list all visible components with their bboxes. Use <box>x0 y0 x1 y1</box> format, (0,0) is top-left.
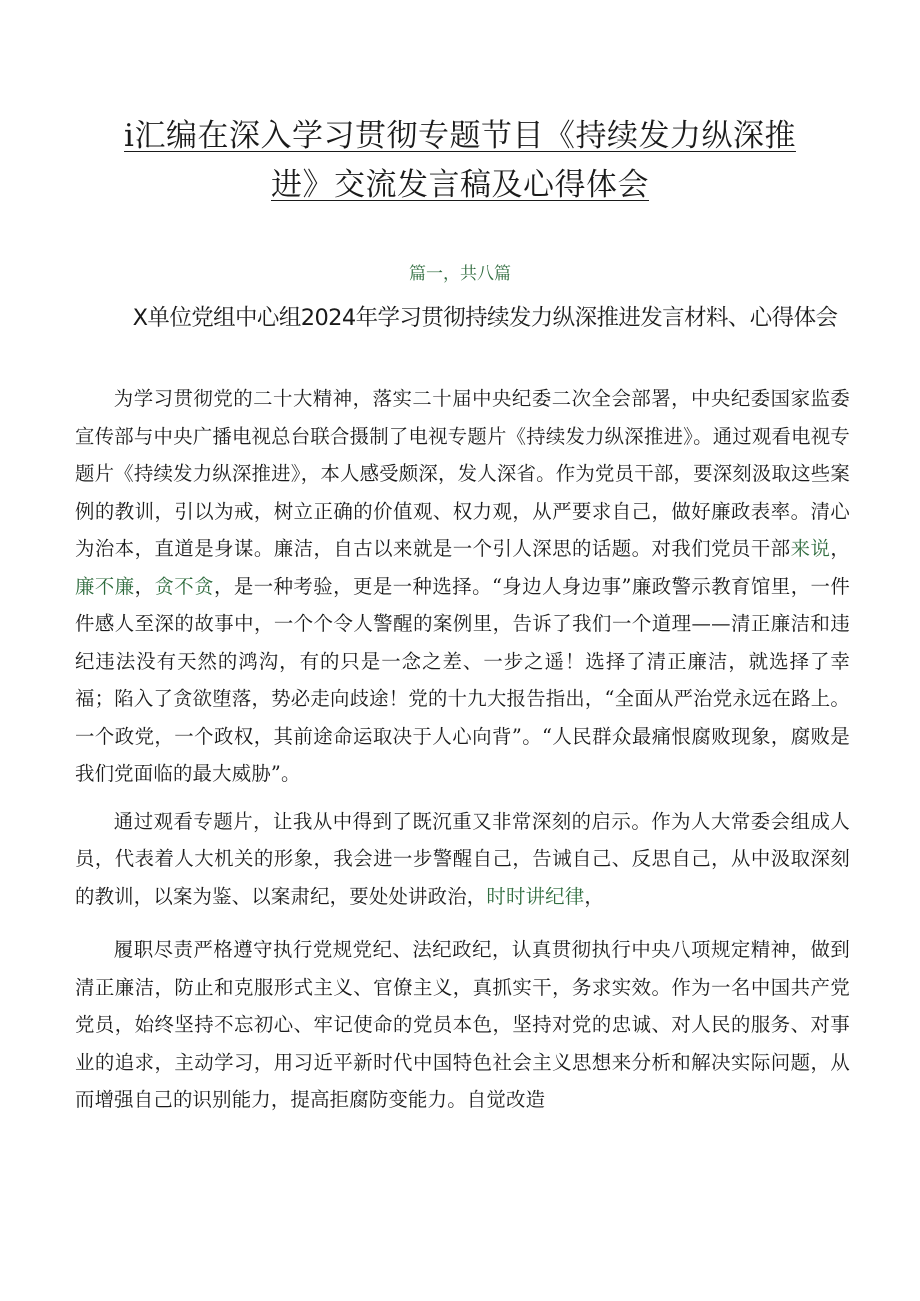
paragraph-1 <box>75 380 850 793</box>
paragraph-2 <box>75 803 850 916</box>
document-subtitle: X单位党组中心组2024年学习贯彻持续发力纵深推进发言材料、心得体会 <box>132 305 838 331</box>
highlighted-text: 时时讲纪律 <box>486 884 585 908</box>
highlighted-text: 廉不廉 <box>75 574 135 598</box>
paragraph-text: ， <box>830 537 850 560</box>
document-title: i汇编在深入学习贯彻专题节目《持续发力纵深推进》交流发言稿及心得体会 <box>124 118 796 203</box>
paragraph-text: 履职尽责严格遵守执行党规党纪、法纪政纪，认真贯彻执行中央八项规定精神，做到清正廉洁，防止和克服形式主义、官僚主义，真抓实干，务求实效。作为一名中国共产党党员，始终坚持不忘初心、牢记使命的党员本色，坚持对党的忠诚、对人民的服务、对事业的追求，主动学习，用习近平新时代中国特色社会主义思想来分析和解决实际问题，从而增强自己的识别能力，提高拒腐防变能力。自觉改造 <box>75 938 850 1111</box>
section-label: 篇一，共八篇 <box>409 264 511 284</box>
document-body <box>75 380 850 1119</box>
paragraph-text: ， <box>134 574 155 598</box>
highlighted-text: 来说 <box>790 537 831 560</box>
paragraph-3 <box>75 931 850 1119</box>
paragraph-text: ，是一种考验，更是一种选择。“身边人身边事”廉政警示教育馆里，一件件感人至深的故事中，一个个令人警醒的案例里，告诉了我们一个道理——清正廉洁和违纪违法没有天然的鸿沟，有的只是一念之差、一步之遥！选择了清正廉洁，就选择了幸福；陷入了贪欲堕落，势必走向歧途！党的十九大报告指出，“全面从严治党永远在路上。一个政党，一个政权，其前途命运取决于人心向背”。“人民群众最痛恨腐败现象，腐败是我们党面临的最大威胁”。 <box>75 574 850 785</box>
highlighted-text: 贪不贪 <box>154 574 215 598</box>
paragraph-text: 为学习贯彻党的二十大精神，落实二十届中央纪委二次全会部署，中央纪委国家监委宣传部与中央广播电视总台联合摄制了电视专题片《持续发力纵深推进》。通过观看电视专题片《持续发力纵深推进》，本人感受颇深，发人深省。作为党员干部，要深刻汲取这些案例的教训，引以为戒，树立正确的价值观、权力观，从严要求自己，做好廉政表率。清心为治本，直道是身谋。廉洁，自古以来就是一个引人深思的话题。对我们党员干部 <box>75 387 850 560</box>
paragraph-text: 通过观看专题片，让我从中得到了既沉重又非常深刻的启示。作为人大常委会组成人员，代表着人大机关的形象，我会进一步警醒自己，告诫自己、反思自己，从中汲取深刻的教训，以案为鉴、以案肃纪，要处处讲政治， <box>75 809 850 908</box>
paragraph-text: ， <box>584 884 604 908</box>
